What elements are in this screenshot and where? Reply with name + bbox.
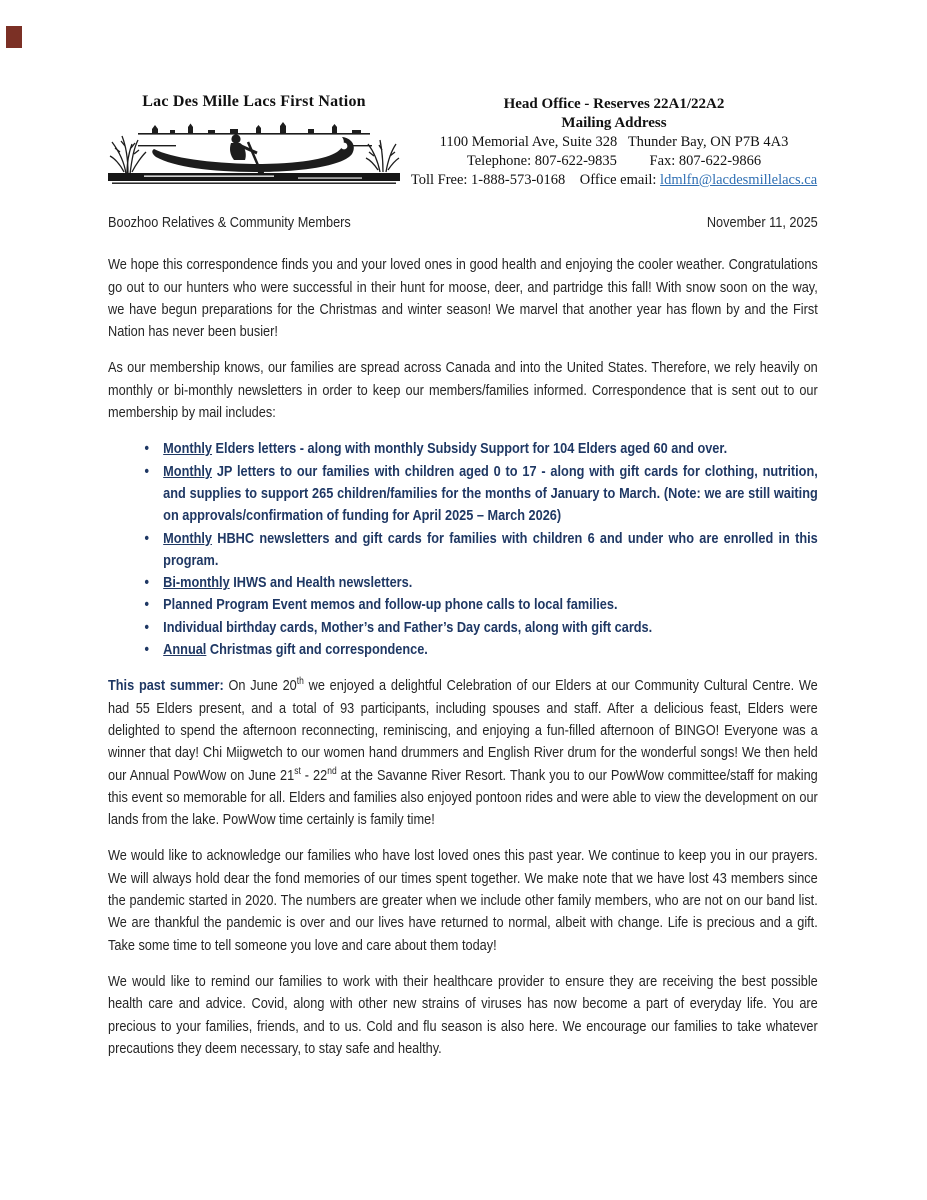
list-item-lead: Annual: [163, 641, 207, 659]
list-item-text: JP letters to our families with children aged 0 to 17 - along with gift cards for clothing, nutrition, and supplies to support 265 children/families for the months of January to March. (Note: we are still waiting on approvals/confirmation of funding for April 2025 – March 2026): [163, 462, 818, 525]
letter-date: November 11, 2025: [706, 214, 818, 231]
paragraph-newsletters: As our membership knows, our families are spread across Canada and into the United States. Therefore, we rely heavily on monthly or bi-monthly newsletters in order to keep our members/families informed. Correspondence that is sent out to our membership by mail includes:: [108, 359, 818, 422]
summer-lead-label: This past summer:: [108, 677, 224, 695]
list-item-lead: Monthly: [163, 529, 213, 547]
list-item: [142, 528, 818, 573]
list-item: [142, 594, 818, 616]
list-item: [142, 617, 818, 639]
ordinal-suffix: th: [296, 676, 304, 688]
list-item-text: Christmas gift and correspondence.: [206, 641, 428, 659]
salutation-row: [108, 212, 818, 234]
summer-text-1: On June 20: [223, 677, 297, 695]
list-item: [142, 461, 818, 528]
phone-fax-line: Telephone: 807-622-9835 Fax: 807-622-9866: [466, 153, 762, 169]
first-nation-logo: [108, 92, 400, 184]
list-item: [142, 639, 818, 661]
paragraph-condolences: We would like to acknowledge our families who have lost loved ones this past year. We continue to keep you in our prayers. We will always hold dear the fond memories of our times spent together. We make note that we have lost 43 members since the pandemic started in 2020. The numbers are greater when we include other family members, who are not on our band list. We are thankful the pandemic is over and our lives have returned to normal, albeit with change. Life is precious and a gift. Take some time to tell someone you love and care about them today!: [108, 847, 818, 954]
summer-text-4: at the Savanne River Resort. Thank you to our PowWow committee/staff for making this event so memorable for all. Elders and families also enjoyed pontoon rides and were able to view the development on our lands from the lake. PowWow time certainly is family time!: [108, 766, 818, 829]
logo-title: Lac Des Mille Lacs First Nation: [142, 93, 366, 110]
salutation: Boozhoo Relatives & Community Members: [108, 214, 351, 231]
list-item-lead: Monthly: [163, 440, 213, 458]
list-item: [142, 572, 818, 594]
letterhead: [108, 92, 820, 190]
street-address-line: 1100 Memorial Ave, Suite 328 Thunder Bay, ON P7B 4A3: [439, 134, 789, 150]
ordinal-suffix: nd: [327, 765, 337, 777]
correspondence-list: [108, 438, 818, 661]
tollfree-email-line: [408, 171, 820, 190]
list-item-text: Planned Program Event memos and follow-up phone calls to local families.: [163, 596, 618, 614]
ordinal-suffix: st: [294, 765, 301, 777]
paragraph-health: We would like to remind our families to work with their healthcare provider to ensure they are receiving the best possible health care and advice. Covid, along with other new strains of viruses has now become a part of everyday life. You are precious to your families, friends, and to us. Cold and flu season is also here. We encourage our families to take whatever precautions they deem necessary, to stay safe and healthy.: [108, 972, 818, 1057]
office-email-link[interactable]: ldmlfn@lacdesmillelacs.ca: [660, 172, 818, 188]
list-item-text: HBHC newsletters and gift cards for families with children 6 and under who are enrolled in this program.: [163, 529, 818, 569]
tollfree-email-label: Toll Free: 1-888-573-0168 Office email:: [410, 172, 661, 188]
list-item-text: Individual birthday cards, Mother’s and Father’s Day cards, along with gift cards.: [163, 618, 653, 636]
canoe-logo-image: [108, 112, 400, 184]
list-item-lead: Monthly: [163, 462, 213, 480]
letter-body: [108, 212, 818, 1060]
mailing-address-label: Mailing Address: [561, 115, 667, 131]
list-item-text: Elders letters - along with monthly Subsidy Support for 104 Elders aged 60 and over.: [212, 440, 728, 458]
list-item-text: IHWS and Health newsletters.: [229, 574, 413, 592]
head-office-block: [408, 95, 820, 190]
paragraph-greeting: We hope this correspondence finds you and your loved ones in good health and enjoying the cooler weather. Congratulations go out to our hunters who were successful in their hunt for moose, deer, and partridge this fall! With snow soon on the way, we have begun preparations for the Christmas and winter season! We marvel that another year has flown by and the First Nation has never been busier!: [108, 256, 818, 341]
list-item-lead: Bi-monthly: [163, 574, 230, 592]
summer-text-2: we enjoyed a delightful Celebration of our Elders at our Community Cultural Centre. We had 55 Elders present, and a total of 93 participants, including spouses and staff. After a delicious feast, Elders were delighted to spend the afternoon reconnecting, reminiscing, and enjoying a fun-filled afternoon of BINGO! Everyone was a winner that day! Chi Miigwetch to our women hand drummers and English River drum for the wonderful songs! We then held our Annual PowWow on June 21: [108, 677, 818, 784]
head-office-line: Head Office - Reserves 22A1/22A2: [503, 96, 725, 112]
scan-corner-mark: [6, 26, 22, 48]
summer-text-3: - 22: [300, 766, 328, 784]
paragraph-summer: [108, 675, 818, 831]
list-item: [142, 438, 818, 460]
